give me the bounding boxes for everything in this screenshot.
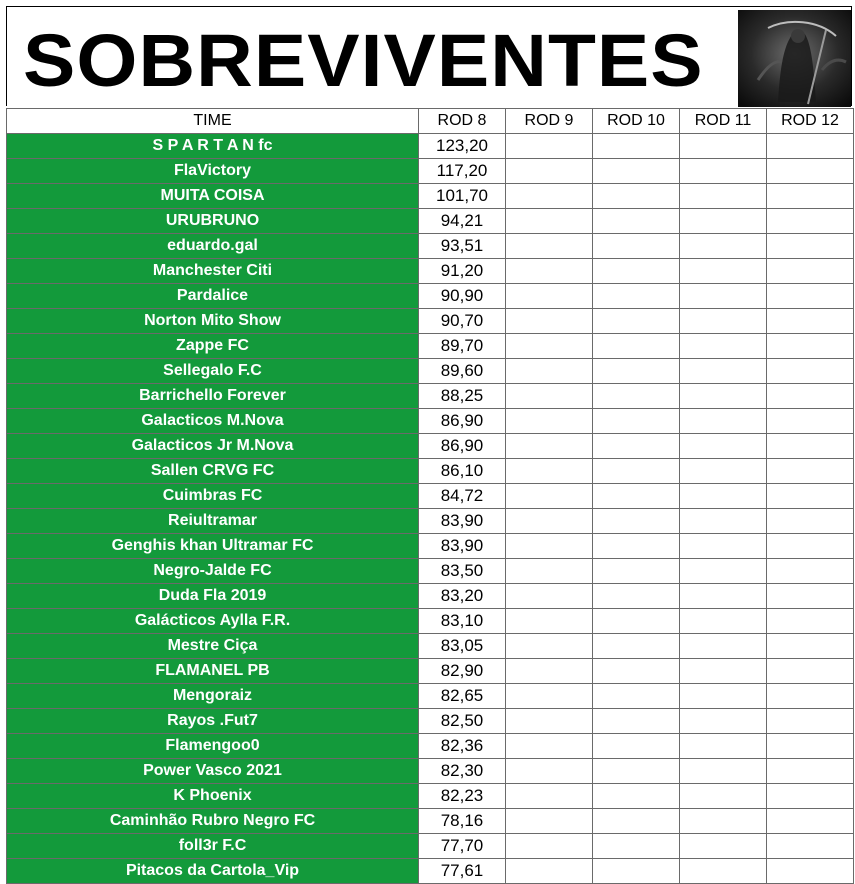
rod8-score-cell: 83,50	[419, 559, 506, 584]
rod10-score-cell	[593, 409, 680, 434]
rod8-score-cell: 82,90	[419, 659, 506, 684]
rod8-score-cell: 89,60	[419, 359, 506, 384]
rod12-score-cell	[767, 134, 854, 159]
rod11-score-cell	[680, 134, 767, 159]
rod12-score-cell	[767, 159, 854, 184]
rod8-score-cell: 90,90	[419, 284, 506, 309]
sheet-header	[6, 6, 852, 106]
table-row	[7, 409, 854, 434]
rod8-score-cell: 78,16	[419, 809, 506, 834]
team-name-cell: URUBRUNO	[7, 209, 419, 234]
rod10-score-cell	[593, 434, 680, 459]
rod10-score-cell	[593, 459, 680, 484]
standings-table	[6, 108, 854, 884]
rod11-score-cell	[680, 159, 767, 184]
rod11-score-cell	[680, 484, 767, 509]
rod9-score-cell	[506, 259, 593, 284]
rod10-score-cell	[593, 384, 680, 409]
rod8-score-cell: 117,20	[419, 159, 506, 184]
rod8-score-cell: 86,10	[419, 459, 506, 484]
rod11-score-cell	[680, 509, 767, 534]
rod12-score-cell	[767, 509, 854, 534]
rod10-score-cell	[593, 659, 680, 684]
rod8-score-cell: 101,70	[419, 184, 506, 209]
team-name-cell: Galacticos Jr M.Nova	[7, 434, 419, 459]
rod10-score-cell	[593, 359, 680, 384]
rod9-score-cell	[506, 359, 593, 384]
table-body	[7, 134, 854, 884]
rod9-score-cell	[506, 134, 593, 159]
rod12-score-cell	[767, 334, 854, 359]
rod12-score-cell	[767, 209, 854, 234]
team-name-cell: Pardalice	[7, 284, 419, 309]
rod11-score-cell	[680, 209, 767, 234]
table-row	[7, 534, 854, 559]
rod12-score-cell	[767, 709, 854, 734]
team-name-cell: Pitacos da Cartola_Vip	[7, 859, 419, 884]
table-row	[7, 784, 854, 809]
rod9-score-cell	[506, 384, 593, 409]
team-name-cell: Sallen CRVG FC	[7, 459, 419, 484]
rod11-score-cell	[680, 334, 767, 359]
rod8-score-cell: 83,90	[419, 534, 506, 559]
team-name-cell: eduardo.gal	[7, 234, 419, 259]
column-header-rod11: ROD 11	[680, 109, 767, 134]
rod9-score-cell	[506, 659, 593, 684]
rod10-score-cell	[593, 234, 680, 259]
rod9-score-cell	[506, 584, 593, 609]
rod11-score-cell	[680, 309, 767, 334]
rod10-score-cell	[593, 509, 680, 534]
team-name-cell: Flamengoo0	[7, 734, 419, 759]
rod11-score-cell	[680, 659, 767, 684]
rod11-score-cell	[680, 184, 767, 209]
rod10-score-cell	[593, 184, 680, 209]
rod8-score-cell: 82,65	[419, 684, 506, 709]
rod12-score-cell	[767, 559, 854, 584]
rod12-score-cell	[767, 534, 854, 559]
team-name-cell: Norton Mito Show	[7, 309, 419, 334]
rod8-score-cell: 91,20	[419, 259, 506, 284]
rod9-score-cell	[506, 184, 593, 209]
rod10-score-cell	[593, 634, 680, 659]
table-row	[7, 159, 854, 184]
column-header-time: TIME	[7, 109, 419, 134]
rod12-score-cell	[767, 284, 854, 309]
rod10-score-cell	[593, 309, 680, 334]
rod9-score-cell	[506, 784, 593, 809]
rod8-score-cell: 83,05	[419, 634, 506, 659]
table-row	[7, 684, 854, 709]
rod8-score-cell: 123,20	[419, 134, 506, 159]
rod8-score-cell: 89,70	[419, 334, 506, 359]
team-name-cell: Genghis khan Ultramar FC	[7, 534, 419, 559]
table-row	[7, 659, 854, 684]
table-row	[7, 809, 854, 834]
rod8-score-cell: 84,72	[419, 484, 506, 509]
column-header-rod9: ROD 9	[506, 109, 593, 134]
rod9-score-cell	[506, 509, 593, 534]
rod8-score-cell: 86,90	[419, 409, 506, 434]
rod9-score-cell	[506, 234, 593, 259]
table-row	[7, 634, 854, 659]
rod12-score-cell	[767, 684, 854, 709]
rod9-score-cell	[506, 484, 593, 509]
rod9-score-cell	[506, 734, 593, 759]
table-row	[7, 309, 854, 334]
rod8-score-cell: 82,30	[419, 759, 506, 784]
rod8-score-cell: 88,25	[419, 384, 506, 409]
rod12-score-cell	[767, 259, 854, 284]
table-row	[7, 709, 854, 734]
rod11-score-cell	[680, 834, 767, 859]
rod11-score-cell	[680, 784, 767, 809]
team-name-cell: FlaVictory	[7, 159, 419, 184]
rod10-score-cell	[593, 334, 680, 359]
table-row	[7, 284, 854, 309]
rod12-score-cell	[767, 859, 854, 884]
rod11-score-cell	[680, 459, 767, 484]
rod11-score-cell	[680, 759, 767, 784]
rod10-score-cell	[593, 159, 680, 184]
rod10-score-cell	[593, 559, 680, 584]
team-name-cell: Rayos .Fut7	[7, 709, 419, 734]
team-name-cell: Caminhão Rubro Negro FC	[7, 809, 419, 834]
team-name-cell: Sellegalo F.C	[7, 359, 419, 384]
rod12-score-cell	[767, 459, 854, 484]
table-row	[7, 559, 854, 584]
table-row	[7, 609, 854, 634]
rod8-score-cell: 86,90	[419, 434, 506, 459]
rod12-score-cell	[767, 609, 854, 634]
rod8-score-cell: 83,90	[419, 509, 506, 534]
table-row	[7, 734, 854, 759]
team-name-cell: Negro-Jalde FC	[7, 559, 419, 584]
rod11-score-cell	[680, 609, 767, 634]
rod9-score-cell	[506, 559, 593, 584]
rod9-score-cell	[506, 834, 593, 859]
page-title: SOBREVIVENTES	[23, 19, 704, 102]
rod12-score-cell	[767, 659, 854, 684]
table-row	[7, 184, 854, 209]
column-header-rod8: ROD 8	[419, 109, 506, 134]
table-row	[7, 134, 854, 159]
rod9-score-cell	[506, 209, 593, 234]
table-row	[7, 484, 854, 509]
rod8-score-cell: 90,70	[419, 309, 506, 334]
rod12-score-cell	[767, 759, 854, 784]
rod9-score-cell	[506, 709, 593, 734]
rod10-score-cell	[593, 584, 680, 609]
rod12-score-cell	[767, 784, 854, 809]
rod9-score-cell	[506, 809, 593, 834]
rod12-score-cell	[767, 634, 854, 659]
team-name-cell: Cuimbras FC	[7, 484, 419, 509]
rod9-score-cell	[506, 759, 593, 784]
team-name-cell: Power Vasco 2021	[7, 759, 419, 784]
rod9-score-cell	[506, 434, 593, 459]
rod12-score-cell	[767, 384, 854, 409]
rod10-score-cell	[593, 709, 680, 734]
rod11-score-cell	[680, 434, 767, 459]
table-row	[7, 209, 854, 234]
rod10-score-cell	[593, 859, 680, 884]
team-name-cell: FLAMANEL PB	[7, 659, 419, 684]
rod11-score-cell	[680, 859, 767, 884]
rod11-score-cell	[680, 259, 767, 284]
rod12-score-cell	[767, 409, 854, 434]
team-name-cell: Barrichello Forever	[7, 384, 419, 409]
rod9-score-cell	[506, 634, 593, 659]
rod12-score-cell	[767, 359, 854, 384]
table-row	[7, 384, 854, 409]
rod9-score-cell	[506, 609, 593, 634]
rod11-score-cell	[680, 634, 767, 659]
rod8-score-cell: 82,50	[419, 709, 506, 734]
rod12-score-cell	[767, 809, 854, 834]
rod12-score-cell	[767, 834, 854, 859]
rod8-score-cell: 82,23	[419, 784, 506, 809]
rod9-score-cell	[506, 534, 593, 559]
rod8-score-cell: 77,61	[419, 859, 506, 884]
team-name-cell: Galacticos M.Nova	[7, 409, 419, 434]
rod8-score-cell: 83,20	[419, 584, 506, 609]
table-row	[7, 859, 854, 884]
rod11-score-cell	[680, 359, 767, 384]
table-header-row	[7, 109, 854, 134]
rod9-score-cell	[506, 284, 593, 309]
rod11-score-cell	[680, 809, 767, 834]
rod12-score-cell	[767, 484, 854, 509]
team-name-cell: Mestre Ciça	[7, 634, 419, 659]
team-name-cell: MUITA COISA	[7, 184, 419, 209]
rod9-score-cell	[506, 334, 593, 359]
rod11-score-cell	[680, 709, 767, 734]
team-name-cell: foll3r F.C	[7, 834, 419, 859]
rod10-score-cell	[593, 734, 680, 759]
rod9-score-cell	[506, 684, 593, 709]
table-row	[7, 834, 854, 859]
rod11-score-cell	[680, 234, 767, 259]
team-name-cell: Reiultramar	[7, 509, 419, 534]
rod10-score-cell	[593, 284, 680, 309]
column-header-rod10: ROD 10	[593, 109, 680, 134]
rod11-score-cell	[680, 284, 767, 309]
grim-reaper-image	[738, 10, 851, 107]
rod8-score-cell: 77,70	[419, 834, 506, 859]
team-name-cell: S P A R T A N fc	[7, 134, 419, 159]
team-name-cell: K Phoenix	[7, 784, 419, 809]
rod10-score-cell	[593, 209, 680, 234]
rod8-score-cell: 83,10	[419, 609, 506, 634]
team-name-cell: Manchester Citi	[7, 259, 419, 284]
rod12-score-cell	[767, 734, 854, 759]
rod11-score-cell	[680, 584, 767, 609]
rod10-score-cell	[593, 534, 680, 559]
rod11-score-cell	[680, 734, 767, 759]
rod10-score-cell	[593, 609, 680, 634]
team-name-cell: Galácticos Aylla F.R.	[7, 609, 419, 634]
table-row	[7, 334, 854, 359]
rod10-score-cell	[593, 134, 680, 159]
rod12-score-cell	[767, 434, 854, 459]
rod8-score-cell: 82,36	[419, 734, 506, 759]
team-name-cell: Duda Fla 2019	[7, 584, 419, 609]
rod11-score-cell	[680, 409, 767, 434]
rod12-score-cell	[767, 184, 854, 209]
table-row	[7, 459, 854, 484]
table-row	[7, 234, 854, 259]
rod12-score-cell	[767, 309, 854, 334]
table-row	[7, 359, 854, 384]
table-row	[7, 434, 854, 459]
column-header-rod12: ROD 12	[767, 109, 854, 134]
rod10-score-cell	[593, 784, 680, 809]
rod10-score-cell	[593, 834, 680, 859]
rod11-score-cell	[680, 534, 767, 559]
rod11-score-cell	[680, 559, 767, 584]
rod9-score-cell	[506, 409, 593, 434]
rod11-score-cell	[680, 684, 767, 709]
table-row	[7, 759, 854, 784]
table-row	[7, 584, 854, 609]
rod9-score-cell	[506, 159, 593, 184]
table-row	[7, 259, 854, 284]
rod12-score-cell	[767, 234, 854, 259]
rod10-score-cell	[593, 484, 680, 509]
rod10-score-cell	[593, 684, 680, 709]
rod10-score-cell	[593, 809, 680, 834]
team-name-cell: Mengoraiz	[7, 684, 419, 709]
rod12-score-cell	[767, 584, 854, 609]
rod8-score-cell: 93,51	[419, 234, 506, 259]
rod9-score-cell	[506, 459, 593, 484]
rod9-score-cell	[506, 309, 593, 334]
rod8-score-cell: 94,21	[419, 209, 506, 234]
rod11-score-cell	[680, 384, 767, 409]
rod10-score-cell	[593, 759, 680, 784]
rod10-score-cell	[593, 259, 680, 284]
team-name-cell: Zappe FC	[7, 334, 419, 359]
rod9-score-cell	[506, 859, 593, 884]
table-row	[7, 509, 854, 534]
